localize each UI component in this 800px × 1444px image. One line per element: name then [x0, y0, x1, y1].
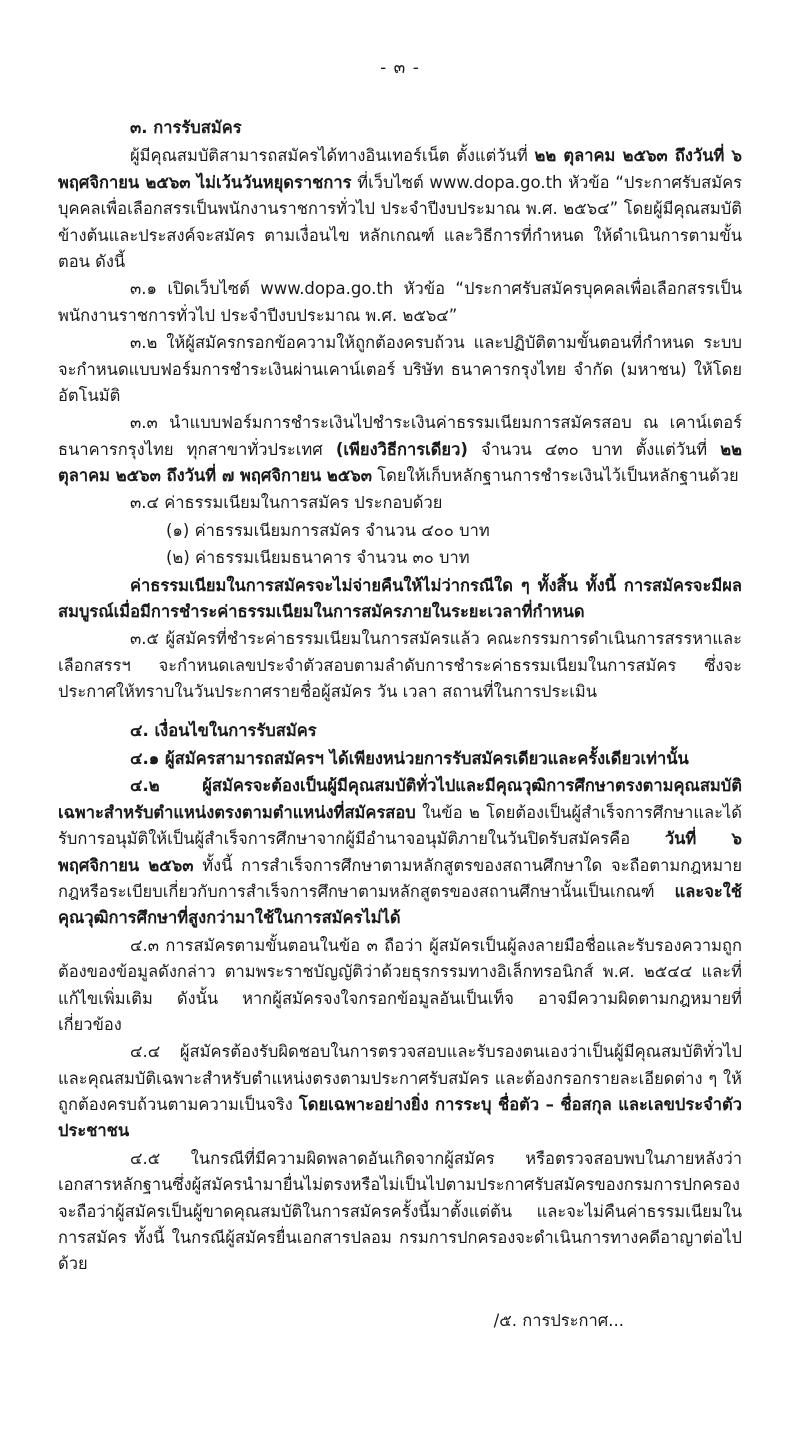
document-section	[58, 115, 742, 706]
text-run-bold: ค่าธรรมเนียมในการสมัครจะไม่จ่ายคืนให้ไม่ว่ากรณีใด ๆ ทั้งสิ้น ทั้งนี้ การสมัครจะมีผลสมบูรณ์เมื่อมีการชำระค่าธรรมเนียมในการสมัครภายในระยะเวลาที่กำหนด	[58, 575, 742, 622]
text-run: จำนวน ๔๓๐ บาท ตั้งแต่วันที่	[467, 439, 721, 459]
paragraph	[58, 330, 742, 409]
paragraph	[58, 933, 742, 1039]
document-body	[58, 115, 742, 1278]
text-run-bold: วันที่ ๖ พฤศจิกายน ๒๕๖๓	[58, 829, 742, 875]
text-run: ๓.๓ นำแบบฟอร์มการชำระเงินไปชำระเงินค่าธรรมเนียมการสมัครสอบ ณ เคาน์เตอร์ธนาคารกรุงไทย ทุกสาขาทั่วประเทศ	[58, 413, 742, 459]
text-run: ๓.๑ เปิดเว็บไซต์ www.dopa.go.th หัวข้อ “ประกาศรับสมัครบุคคลเพื่อเลือกสรรเป็นพนักงานราชการทั่วไป ประจำปีงบประมาณ พ.ศ. ๒๕๖๔”	[58, 279, 742, 325]
paragraph	[58, 1039, 742, 1145]
page-number: - ๓ -	[380, 58, 420, 78]
paragraph	[58, 518, 742, 544]
text-run: ๔.๓ การสมัครตามขั้นตอนในข้อ ๓ ถือว่า ผู้สมัครเป็นผู้ลงลายมือชื่อและรับรองความถูกต้องของข้อมูลดังกล่าว ตามพระราชบัญญัติว่าด้วยธุรกรรมทางอิเล็กทรอนิกส์ พ.ศ. ๒๕๔๔ และที่แก้ไขเพิ่มเติม ดังนั้น หากผู้สมัครจงใจกรอกข้อมูลอันเป็นเท็จ อาจมีความผิดตามกฎหมายที่เกี่ยวข้อง	[58, 935, 742, 1034]
paragraph	[58, 746, 742, 772]
text-run: ๓.๔ ค่าธรรมเนียมในการสมัคร ประกอบด้วย	[130, 493, 443, 513]
paragraph	[58, 410, 742, 489]
text-run-bold: ๔.๒ ผู้สมัครจะต้องเป็นผู้มีคุณสมบัติทั่วไปและมีคุณวุฒิการศึกษาตรงตามคุณสมบัติเฉพาะสำหรับตำแหน่งตรงตามตำแหน่งที่สมัครสอบ	[58, 776, 742, 822]
text-run-bold: ๒๒ ตุลาคม ๒๕๖๓ ถึงวันที่ ๖ พฤศจิกายน ๒๕๖๓ ไม่เว้นวันหยุดราชการ	[58, 146, 743, 192]
paragraph	[58, 773, 742, 931]
text-run: ๓.๒ ให้ผู้สมัครกรอกข้อความให้ถูกต้องครบถ้วน และปฏิบัติตามขั้นตอนที่กำหนด ระบบจะกำหนดแบบฟอร์มการชำระเงินผ่านเคาน์เตอร์ บริษัท ธนาคารกรุงไทย จำกัด (มหาชน) ให้โดยอัตโนมัติ	[58, 333, 742, 405]
text-run-bold: ๒๒ ตุลาคม ๒๕๖๓ ถึงวันที่ ๗ พฤศจิกายน ๒๕๖๓	[58, 439, 742, 486]
paragraph	[58, 490, 742, 516]
text-run: (๑) ค่าธรรมเนียมการสมัคร จำนวน ๔๐๐ บาท	[166, 520, 490, 540]
paragraph	[58, 276, 742, 329]
text-run: ๓.๕ ผู้สมัครที่ชำระค่าธรรมเนียมในการสมัครแล้ว คณะกรรมการดำเนินการสรรหาและเลือกสรรฯ จะกำหนดเลขประจำตัวสอบตามลำดับการชำระค่าธรรมเนียมในการสมัคร ซึ่งจะประกาศให้ทราบในวันประกาศรายชื่อผู้สมัคร วัน เวลา สถานที่ในการประเมิน	[58, 629, 742, 702]
text-run: ในข้อ ๒ โดยต้องเป็นผู้สำเร็จการศึกษาและได้รับการอนุมัติให้เป็นผู้สำเร็จการศึกษาจากผู้มีอำนาจอนุมัติภายในวันปิดรับสมัครคือ	[58, 802, 742, 849]
text-run: (๒) ค่าธรรมเนียมธนาคาร จำนวน ๓๐ บาท	[166, 548, 470, 568]
text-run: ทั้งนี้ การสำเร็จการศึกษาตามหลักสูตรของสถานศึกษาใด จะถือตามกฎหมาย กฎหรือระเบียบเกี่ยวกับการสำเร็จการศึกษาตามหลักสูตรของสถานศึกษานั้นเป็นเกณฑ์	[58, 855, 742, 901]
text-run-bold: ๔.๑ ผู้สมัครสามารถสมัครฯ ได้เพียงหน่วยการรับสมัครเดียวและครั้งเดียวเท่านั้น	[130, 748, 689, 768]
paragraph	[58, 626, 742, 705]
text-run: ๔.๕ ในกรณีที่มีความผิดพลาดอันเกิดจากผู้สมัคร หรือตรวจสอบพบในภายหลังว่าเอกสารหลักฐานซึ่งผู้สมัครนำมายื่นไม่ตรงหรือไม่เป็นไปตามประกาศรับสมัครของกรมการปกครอง จะถือว่าผู้สมัครเป็นผู้ขาดคุณสมบัติในการสมัครครั้งนี้มาตั้งแต่ต้น และจะไม่คืนค่าธรรมเนียมในการสมัคร ทั้งนี้ ในกรณีผู้สมัครยื่นเอกสารปลอม กรมการปกครองจะดำเนินการทางคดีอาญาต่อไปด้วย	[58, 1148, 742, 1274]
paragraph	[58, 1146, 742, 1278]
text-run-bold: (เพียงวิธีการเดียว)	[335, 439, 468, 459]
text-run: ที่เว็บไซต์ www.dopa.go.th หัวข้อ “ประกาศรับสมัครบุคคลเพื่อเลือกสรรเป็นพนักงานราชการทั่วไป ประจำปีงบประมาณ พ.ศ. ๒๕๖๔” โดยผู้มีคุณสมบัติข้างต้นและประสงค์จะสมัคร ตามเงื่อนไข หลักเกณฑ์ และวิธีการที่กำหนด ให้ดำเนินการตามขั้นตอน ดังนี้	[58, 172, 742, 271]
paragraph	[58, 143, 742, 275]
document-section	[58, 718, 742, 1278]
text-run: ผู้มีคุณสมบัติสามารถสมัครได้ทางอินเทอร์เน็ต ตั้งแต่วันที่	[130, 146, 535, 166]
text-run: โดยให้เก็บหลักฐานการชำระเงินไว้เป็นหลักฐานด้วย	[372, 466, 739, 486]
sections-container	[58, 115, 742, 1278]
text-run: ๔.๔ ผู้สมัครต้องรับผิดชอบในการตรวจสอบและรับรองตนเองว่าเป็นผู้มีคุณสมบัติทั่วไปและคุณสมบัติเฉพาะสำหรับตำแหน่งตรงตามประกาศรับสมัคร และต้องกรอกรายละเอียดต่าง ๆ ให้ถูกต้องครบถ้วนตามความเป็นจริง	[58, 1042, 742, 1115]
next-page-note: /๕. การประกาศ...	[493, 1310, 624, 1330]
text-run-bold: โดยเฉพาะอย่างยิ่ง การระบุ ชื่อตัว – ชื่อสกุล และเลขประจำตัวประชาชน	[58, 1095, 742, 1141]
section-heading: ๔. เงื่อนไขในการรับสมัคร	[130, 720, 317, 740]
section-heading: ๓. การรับสมัคร	[130, 118, 242, 137]
paragraph	[58, 545, 742, 571]
paragraph	[58, 573, 742, 626]
text-run-bold: และจะใช้คุณวุฒิการศึกษาที่สูงกว่ามาใช้ในการสมัครไม่ได้	[58, 881, 742, 928]
